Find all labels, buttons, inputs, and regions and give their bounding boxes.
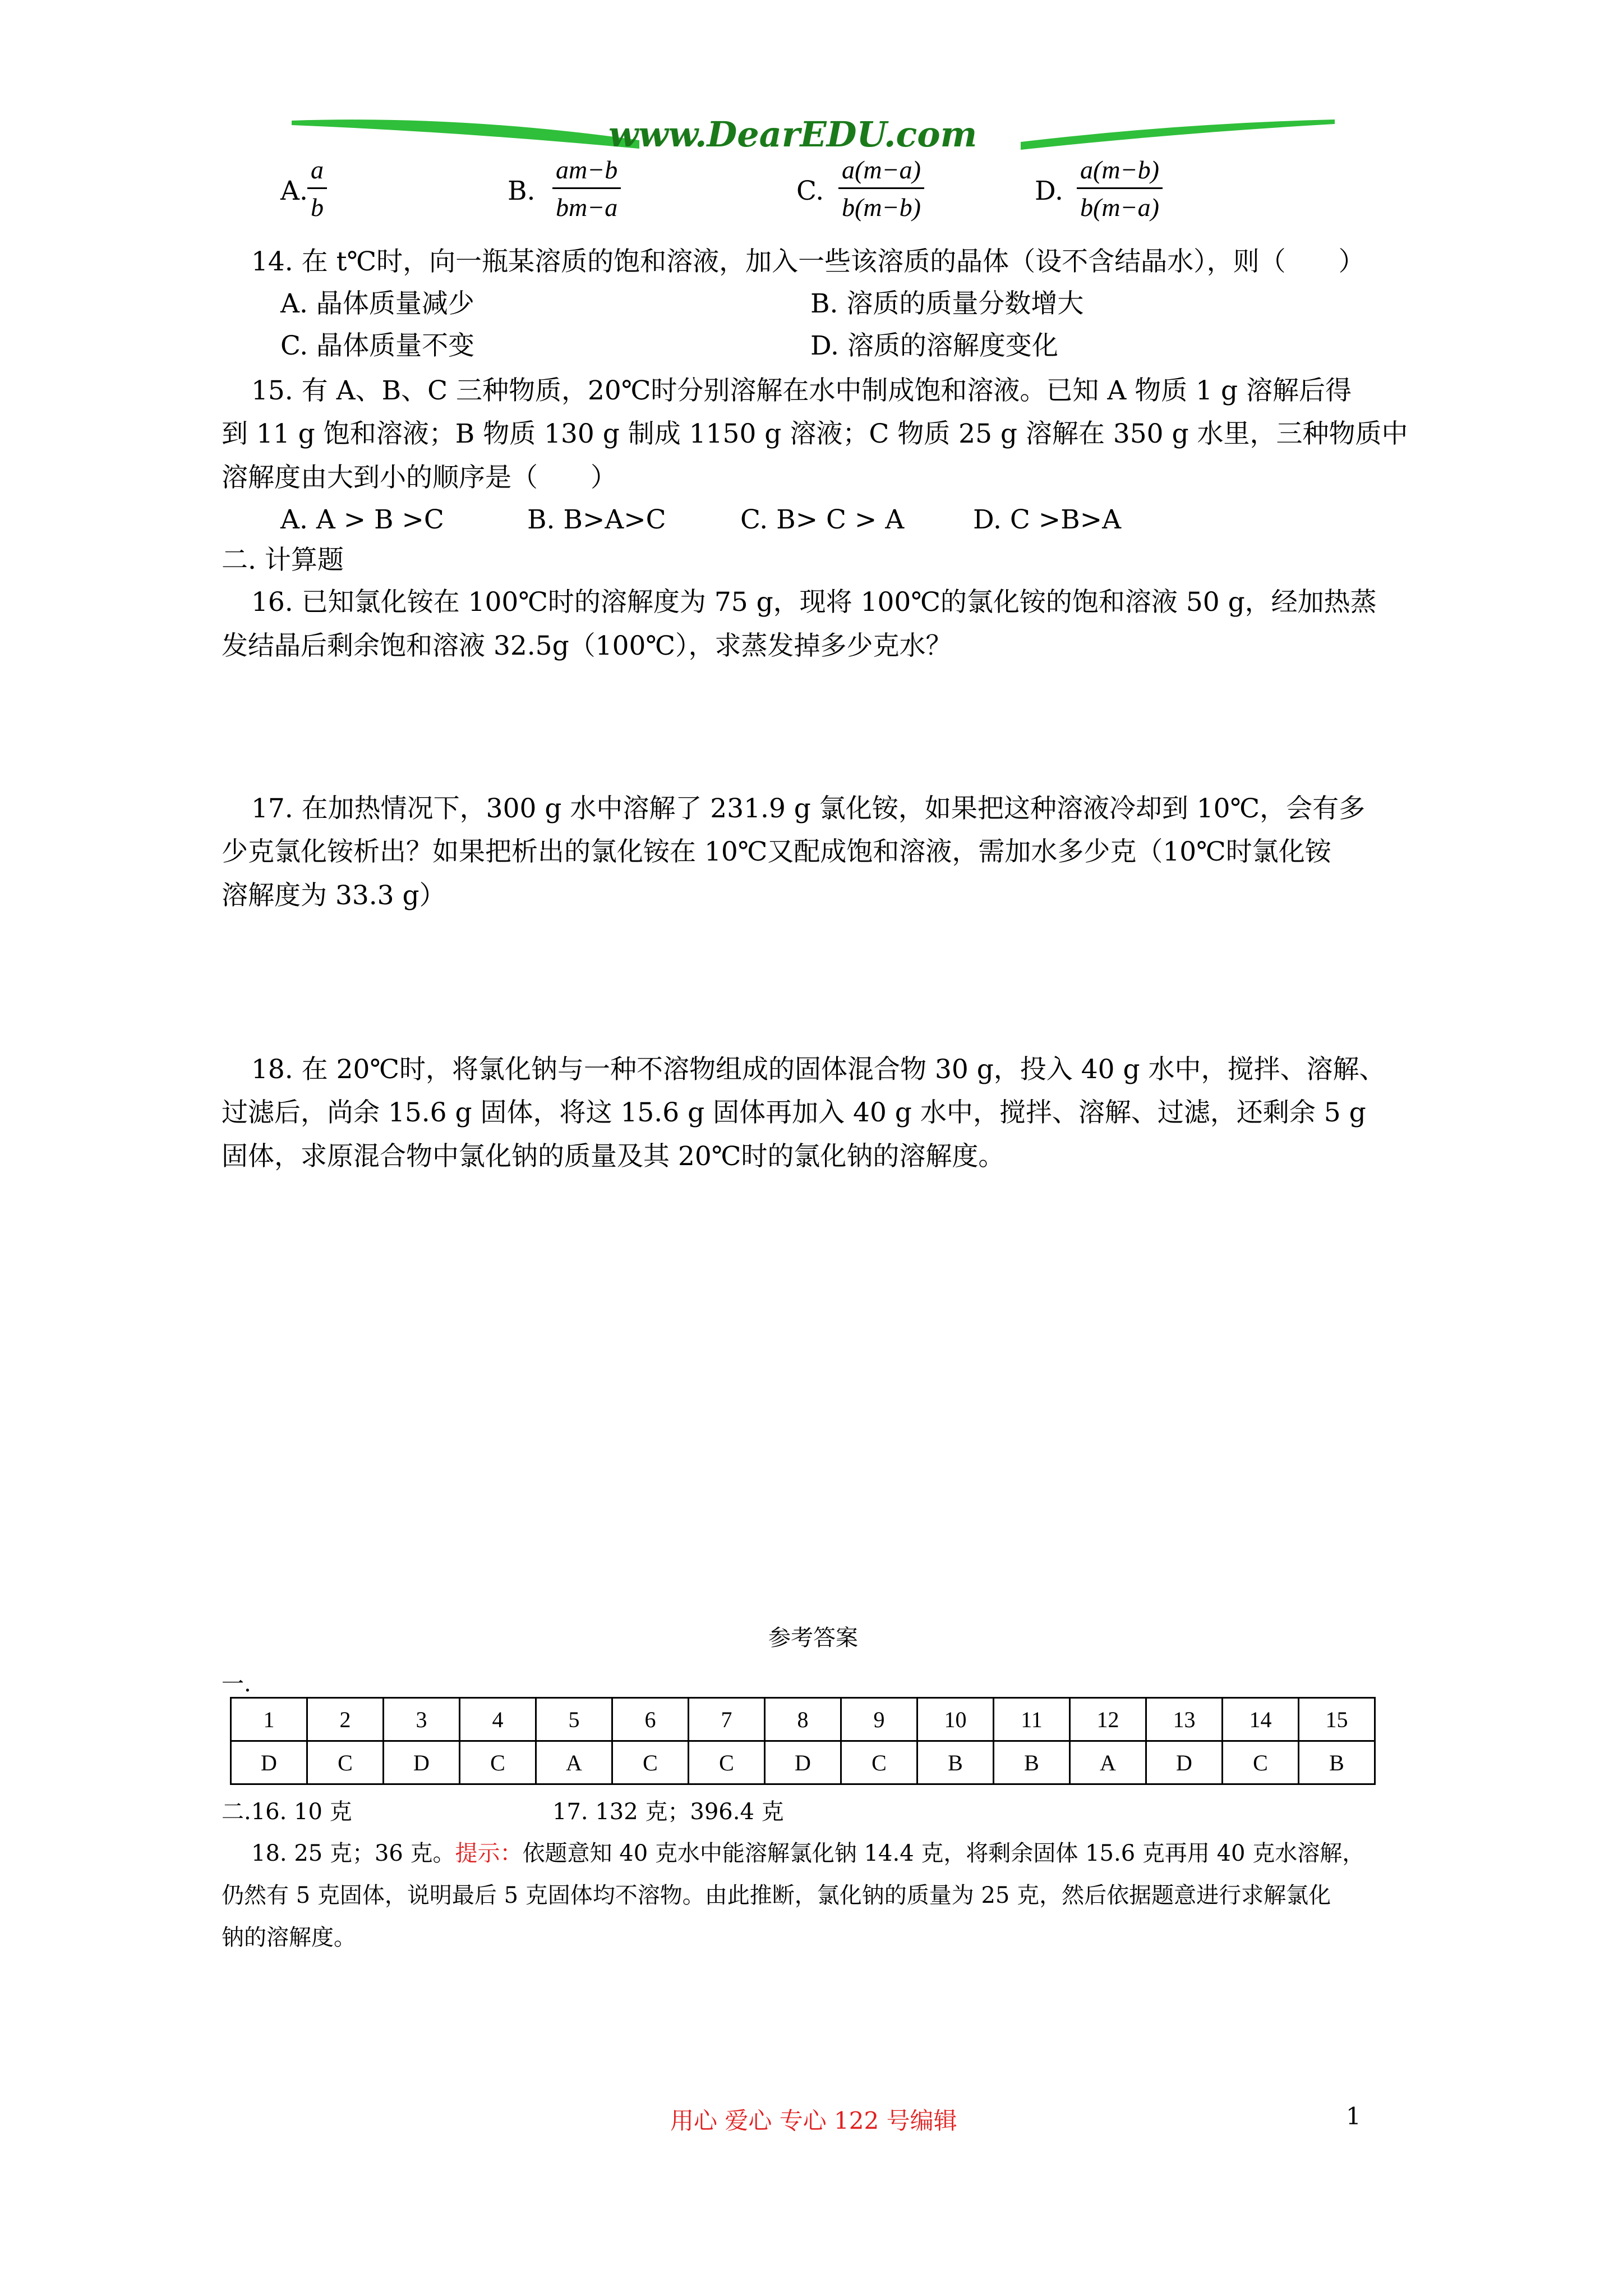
table-cell: C [689, 1741, 765, 1784]
table-cell: B [917, 1741, 994, 1784]
fraction-denominator: b(m−b) [842, 193, 921, 222]
table-row [231, 1698, 1375, 1741]
option-a-label: A. [280, 176, 308, 206]
table-cell: 13 [1146, 1698, 1223, 1741]
table-cell: 2 [307, 1698, 384, 1741]
swoosh-left-icon [292, 109, 639, 160]
q18-line: 18. 在 20℃时，将氯化钠与一种不溶物组成的固体混合物 30 g，投入 40 g 水中，搅拌、溶解、 [251, 1054, 1386, 1085]
q17-line: 少克氯化铵析出？如果把析出的氯化铵在 10℃又配成饱和溶液，需加水多少克（10℃时氯化铵 [222, 836, 1331, 867]
answers-title: 参考答案 [768, 1625, 858, 1651]
table-cell: C [841, 1741, 917, 1784]
hint-label: 提示： [455, 1841, 523, 1866]
fraction-denominator: b(m−a) [1080, 193, 1159, 222]
table-cell: 5 [536, 1698, 612, 1741]
table-cell: 8 [765, 1698, 841, 1741]
q16-line: 16. 已知氯化铵在 100℃时的溶解度为 75 g，现将 100℃的氯化铵的饱和溶液 50 g，经加热蒸 [251, 587, 1377, 618]
fraction-numerator: a(m−b) [1077, 157, 1163, 189]
q18-answer: 18. 25 克；36 克。 [251, 1841, 455, 1866]
table-cell: A [536, 1741, 612, 1784]
q17-line: 17. 在加热情况下，300 g 水中溶解了 231.9 g 氯化铵，如果把这种溶液冷却到 10℃，会有多 [251, 793, 1366, 824]
option-c-fraction [838, 157, 924, 220]
table-cell: C [460, 1741, 536, 1784]
table-cell: B [1299, 1741, 1375, 1784]
option-c-label: C. [796, 176, 824, 206]
table-cell: D [1146, 1741, 1223, 1784]
footer-text: 用心 爱心 专心 122 号编辑 [670, 2107, 957, 2134]
answers-part2-q16: 二.16. 10 克 [222, 1799, 352, 1825]
answers-part2-q17: 17. 132 克；396.4 克 [552, 1799, 784, 1825]
answers-q18-line3: 钠的溶解度。 [222, 1925, 356, 1950]
table-row [231, 1741, 1375, 1784]
option-d-label: D. [1035, 176, 1063, 206]
fraction-numerator: a(m−a) [838, 157, 924, 189]
q14-option-d: D. 溶质的溶解度变化 [810, 330, 1058, 361]
q18-line: 固体，求原混合物中氯化钠的质量及其 20℃时的氯化钠的溶解度。 [222, 1141, 1005, 1172]
answers-q18-line2: 仍然有 5 克固体，说明最后 5 克固体均不溶物。由此推断，氯化钠的质量为 25 克，然后依据题意进行求解氯化 [222, 1883, 1331, 1908]
answers-q18-line1 [251, 1835, 1364, 1867]
table-cell: 11 [994, 1698, 1070, 1741]
answers-part1-label: 一. [222, 1671, 251, 1697]
section-2-title: 二. 计算题 [222, 545, 344, 576]
q15-line: 到 11 g 饱和溶液；B 物质 130 g 制成 1150 g 溶液；C 物质 25 g 溶解在 350 g 水里，三种物质中 [222, 418, 1408, 449]
option-a-fraction [307, 157, 327, 220]
table-cell: 15 [1299, 1698, 1375, 1741]
table-cell: 4 [460, 1698, 536, 1741]
table-cell: 6 [612, 1698, 689, 1741]
swoosh-right-icon [1021, 109, 1335, 160]
q15-option-b: B. B>A>C [527, 504, 666, 535]
q14-option-b: B. 溶质的质量分数增大 [810, 288, 1084, 319]
header-logo [292, 109, 1335, 160]
page-number: 1 [1346, 2102, 1361, 2130]
fraction-numerator: a [307, 157, 327, 189]
table-cell: 12 [1070, 1698, 1146, 1741]
q15-option-a: A. A > B >C [280, 504, 444, 535]
table-cell: C [307, 1741, 384, 1784]
q14-option-a: A. 晶体质量减少 [280, 288, 474, 319]
hint-text: 依题意知 40 克水中能溶解氯化钠 14.4 克，将剩余固体 15.6 克再用 40 克水溶解， [522, 1841, 1365, 1866]
logo-text: www.DearEDU.com [608, 114, 978, 155]
table-cell: D [384, 1741, 460, 1784]
table-cell: 9 [841, 1698, 917, 1741]
q15-option-c: C. B> C > A [740, 504, 905, 535]
q17-line: 溶解度为 33.3 g） [222, 880, 446, 911]
table-cell: 7 [689, 1698, 765, 1741]
q15-option-d: D. C >B>A [973, 504, 1122, 535]
q15-line: 15. 有 A、B、C 三种物质，20℃时分别溶解在水中制成饱和溶液。已知 A 物质 1 g 溶解后得 [251, 375, 1352, 406]
table-cell: 1 [231, 1698, 307, 1741]
table-cell: 10 [917, 1698, 994, 1741]
q18-line: 过滤后，尚余 15.6 g 固体，将这 15.6 g 固体再加入 40 g 水中，搅拌、溶解、过滤，还剩余 5 g [222, 1097, 1366, 1128]
fraction-denominator: b [311, 193, 324, 222]
q14-stem: 14. 在 t℃时，向一瓶某溶质的饱和溶液，加入一些该溶质的晶体（设不含结晶水），则（ ） [251, 246, 1365, 277]
answers-table [230, 1697, 1376, 1785]
table-cell: D [231, 1741, 307, 1784]
fraction-denominator: bm−a [556, 193, 618, 222]
table-cell: C [612, 1741, 689, 1784]
q15-line: 溶解度由大到小的顺序是（ ） [222, 462, 617, 493]
table-cell: A [1070, 1741, 1146, 1784]
table-cell: 14 [1223, 1698, 1299, 1741]
table-cell: 3 [384, 1698, 460, 1741]
option-b-fraction [552, 157, 621, 220]
option-d-fraction [1077, 157, 1163, 220]
table-cell: C [1223, 1741, 1299, 1784]
fraction-numerator: am−b [552, 157, 621, 189]
option-b-label: B. [508, 176, 536, 206]
q14-option-c: C. 晶体质量不变 [280, 330, 475, 361]
table-cell: D [765, 1741, 841, 1784]
table-cell: B [994, 1741, 1070, 1784]
q16-line: 发结晶后剩余饱和溶液 32.5g（100℃），求蒸发掉多少克水？ [222, 631, 952, 661]
